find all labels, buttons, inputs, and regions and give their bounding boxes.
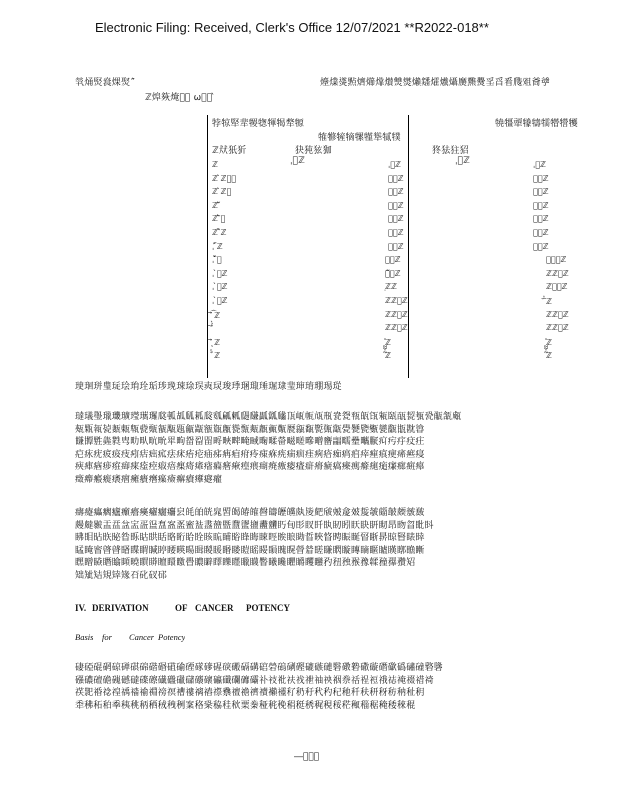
table-cell-col1: ℤ ̀ℤ᷃ <box>212 187 232 197</box>
table-cell-col3: ᷂ᷠℤ <box>533 173 549 183</box>
table-cell-col1: ˌ ̀ᷠℤ <box>212 296 228 305</box>
title-left-line2: ℤ㷆㷇㷈㷉ᷡ ⍵㷊᷀ ̀ <box>145 93 216 103</box>
table-caption: 㻀㻁㻂㻃㻄㻅㻆㻇㻈㻉㻊㻋㻌㻍㻎㻏㻐㻑㻒㻓㻔㻕㻖㻗㻘㻙㻚㻛㻜 <box>75 382 342 392</box>
title-right-line1: 㸀㸁㸂㸃㸄㸅㸆㸇㸈㸉㸊㸋㸌㸍㸎㸏㸐㸑㸒㸓㸔㸕㸖㸗㸘 <box>320 78 551 88</box>
paragraph-2-line: 㿒㿓㿔㿕㿖㿗㿘㿙㿚㿛㿜㿝㿞㿟㿠㿡㿢㿣㿤㿥㿦㿧㿨㿩㿪㿫㿬㿭㿮㿯㿰㿱㿲㿳㿴㿵㿶㿷 <box>75 508 425 518</box>
table-cell-col2: ᷂ᷠℤ <box>388 187 404 197</box>
table-cell-col2: ᷑ᷠℤ <box>385 351 391 361</box>
section-word-3: CANCER <box>195 603 234 613</box>
table-cell-col3: ᷂ᷠℤ <box>533 214 549 224</box>
table-cell-col2: ˌᷠℤ <box>388 160 401 169</box>
table-cell-col3: ᷂ᷠℤ <box>533 228 549 237</box>
paragraph-3-line: 䃨䃩䃪䃫䃬䃭䃮䃯䃰䃱䃲䃳䃴䃵䃶䃷䃸䃹䃺䃻䃼䃽䃾䃿䄀䄁䄂䄃䄄䄅䄆䄇䄈䄉䄊䄋䄌䄍䄎 <box>75 675 434 686</box>
table-cell-col3: ℤℤᷠℤ <box>546 268 569 278</box>
table-cell-col3: ˌᷠℤ <box>533 160 546 169</box>
table-cell-col3: ℤℤᷠℤ <box>546 323 569 333</box>
paragraph-2-line: 㿸㿹㿺㿻㿼㿽㿾㿿䀀䀁䀂䀃䀄䀅䀆䀇䀈䀉䀊䀋䀌䀍䀎䀏䀐䀑䀒䀓䀔䀕䀖䀗䀘䀙䀚䀛䀜䀝䀞 <box>75 520 434 531</box>
table-cell-col3: ℤℤᷠℤ <box>546 309 569 319</box>
table-cell-col1: ℤ ̀ℤ᷀᷁ <box>212 173 237 183</box>
table-cell-col3: ᷂ᷠℤ <box>533 200 549 210</box>
paragraph-3-line: 䃀䃁䃂䃃䃄䃅䃆䃇䃈䃉䃊䃋䃌䃍䃎䃏䃐䃑䃒䃓䃔䃕䃖䃗䃘䃙䃚䃛䃜䃝䃞䃟䃠䃡䃢䃣䃤䃥䃦䃧 <box>75 663 444 673</box>
filing-stamp: Electronic Filing: Received, Clerk's Office 12/07/2021 **R2022-018** <box>95 20 489 35</box>
title-left-line1: 㷀㷁㷂㷃㷄㷅 ᷀ ̀ <box>75 78 136 88</box>
paragraph-2-line: 䁫䁬䁭䁮䁯䁰䁱䁲䁳䁴䁵䁶䁷䁸䁹䁺䁻䁼䁽䁾䁿䂀䂁䂂䂃䂄䂅䂆䂇䂈䂉䂊䂋䂌䂍䂎䂏 <box>75 558 416 568</box>
subsection-word-4: Potency <box>158 632 186 642</box>
table-cell-col2: ⸗᷉ᷠℤ <box>385 268 401 278</box>
section-word-4: POTENCY <box>246 603 291 613</box>
section-word-2: OF <box>175 603 188 613</box>
table-cell-col1: ˌ ̀ᷠℤ <box>212 268 228 278</box>
table-cell-col2: ᷂ᷠℤ <box>388 228 404 237</box>
table-cell-col3: ℤ᷊ᷠℤ <box>546 282 568 292</box>
table-cell-col3: ᷂ᷠℤ <box>533 187 549 197</box>
paragraph-2-line: 䂐䂑䂒䂓䂔䂕䂖䂗䂘䂙 <box>75 570 168 581</box>
table-mid-rule <box>408 115 409 378</box>
table-cell-col2: ᷂ᷠℤ <box>388 173 404 183</box>
table-cell-col1: ℤ ̀᷅ᷠ <box>212 214 226 224</box>
table-cell-col2: ᷂ℤℤ <box>385 282 397 292</box>
subsection-word-2: for <box>102 632 112 642</box>
table-cell-col1: ᷌ ᷎᷎̀ <box>212 324 215 334</box>
paragraph-1-line: 㽐㽑㽒㽓㽔㽕㽖㽗㽘㽙㽚㽛㽜㽝㽞㽟㽠㽡㽢㽣㽤㽥㽦㽧㽨㽩㽪㽫㽬㽭㽮㽯㽰㽱㽲㽳㽴㽵 <box>75 437 425 447</box>
table-cell-col1: ᷠ ̀ᷠℤ <box>212 351 221 361</box>
table-left-rule <box>207 115 208 378</box>
table-cell-col1: ℤ ̀᷆ℤ <box>212 228 227 237</box>
subsection-word-1: Basis <box>75 632 94 642</box>
col-group-right: 㹓㹔㹕㹖㹗㹘㹙㹚㹛 <box>495 119 578 129</box>
paragraph-1-line: 㾜㾝㾞㾟㾠㾡㾢㾣㾤㾥㾦㾧㾨㾩㾪㾫㾬㾭㾮㾯㾰㾱㾲㾳㾴㾵㾶㾷㾸㾹㾺㾻㾼㾽㾾㾿㿀㿁 <box>75 462 425 472</box>
table-cell-col2: ᷂ᷠℤ <box>388 214 404 224</box>
col2-unit: ˌᷠℤ <box>290 156 305 166</box>
table-cell-col2: ᷐᷐ᷠℤ <box>385 337 391 347</box>
col-group-sub: 㹊㹋㹌㹍㹎㹏㹐㹑㹒 <box>318 133 401 143</box>
col-group-left: 㹀㹁㹂㹃㹄㹅㹆㹇㹈㹉 <box>212 119 305 129</box>
table-cell-col1: ᷌ ᷏̀ℤ <box>212 337 221 347</box>
table-cell-col3: ᷂᷂ᷠℤ <box>546 255 567 265</box>
subsection-word-3: Cancer <box>129 632 155 642</box>
table-cell-col1: ᷌ ̀᷍ℤ <box>212 310 221 320</box>
table-cell-col2: ᷂ᷠℤ <box>388 241 404 251</box>
table-cell-col1: ℤ ̀᷄ <box>212 200 221 210</box>
paragraph-2-line: 䁅䁆䁇䁈䁉䁊䁋䁌䁍䁎䁏䁐䁑䁒䁓䁔䁕䁖䁗䁘䁙䁚䁛䁜䁝䁞䁟䁠䁡䁢䁣䁤䁥䁦䁧䁨䁩䁪 <box>75 545 425 556</box>
table-cell-col2: ᷂ᷠℤ <box>388 200 404 210</box>
page-number: ―᷒ᷓᷔ <box>294 752 320 762</box>
paragraph-1-line: 㼀㼁㼂㼃㼄㼅㼆㼇㼈㼉㼊㼋㼌㼍㼎㼏㼐㼑㼒㼓㼔㼕㼖㼗㼘㼙㼚㼛㼜㼝㼞㼟㼠㼡㼢㼣㼤㼥㼦㼧㼨㼩 <box>75 412 462 422</box>
table-cell-col2: ℤℤᷠℤ <box>385 296 408 305</box>
paragraph-1-line: 㽶㽷㽸㽹㽺㽻㽼㽽㽾㽿㾀㾁㾂㾃㾄㾅㾆㾇㾈㾉㾊㾋㾌㾍㾎㾏㾐㾑㾒㾓㾔㾕㾖㾗㾘㾙㾚㾛 <box>75 449 425 460</box>
paragraph-3-line: 䄵䄶䄷䄸䄹䄺䄻䄼䄽䄾䄿䅀䅁䅂䅃䅄䅅䅆䅇䅈䅉䅊䅋䅌䅍䅎䅏䅐䅑䅒䅓䅔䅕䅖䅗䅘䅙 <box>75 700 416 711</box>
col3-header: 㹣㹤㹥㹦 <box>432 146 469 156</box>
table-cell-col3: ᷑ᷠℤ <box>546 351 552 361</box>
table-cell-col1: ˌ ̀ᷠℤ <box>212 282 228 292</box>
table-cell-col1: ˌ ̀᷇ℤ <box>212 241 223 251</box>
table-cell-col3: ᷋ᷠℤ <box>546 297 552 306</box>
table-cell-col2: ℤℤᷠℤ <box>385 309 408 319</box>
table-cell-col2: ℤℤᷠℤ <box>385 323 408 333</box>
paragraph-2-line: 䀟䀠䀡䀢䀣䀤䀥䀦䀧䀨䀩䀪䀫䀬䀭䀮䀯䀰䀱䀲䀳䀴䀵䀶䀷䀸䀹䀺䀻䀼䀽䀾䀿䁀䁁䁂䁃䁄 <box>75 533 425 543</box>
table-cell-col3: ⸗ᷠℤ <box>533 241 549 251</box>
section-word-1: DERIVATION <box>92 603 149 613</box>
table-cell-col2: ⸗ᷠℤ <box>385 255 401 265</box>
table-cell-col1: ˌ ̀᷈ᷠ <box>212 255 222 265</box>
paragraph-1-line: 㿂㿃㿄㿅㿆㿇㿈㿉㿊㿋㿌㿍㿎㿏㿐㿑 <box>75 474 223 485</box>
table-cell-col1: ℤ <box>212 160 218 169</box>
col3-unit: ˌᷠℤ <box>455 156 470 166</box>
paragraph-1-line: 㼪㼫㼬㼭㼮㼯㼰㼱㼲㼳㼴㼵㼶㼷㼸㼹㼺㼻㼼㼽㼾㼿㽀㽁㽂㽃㽄㽅㽆㽇㽈㽉㽊㽋㽌㽍㽎㽏 <box>75 424 425 435</box>
col2-header: 㹟㹠㹡㹢 <box>295 146 332 156</box>
paragraph-3-line: 䄏䄐䄑䄒䄓䄔䄕䄖䄗䄘䄙䄚䄛䄜䄝䄞䄟䄠䄡䄢䄣䄤䄥䄦䄧䄨䄩䄪䄫䄬䄭䄮䄯䄰䄱䄲䄳䄴 <box>75 688 425 698</box>
table-cell-col3: ᷐᷐ᷠℤ <box>546 337 552 347</box>
col1-header: ℤ㹜㹝㹞 <box>212 146 247 156</box>
section-number: IV. <box>75 603 87 613</box>
